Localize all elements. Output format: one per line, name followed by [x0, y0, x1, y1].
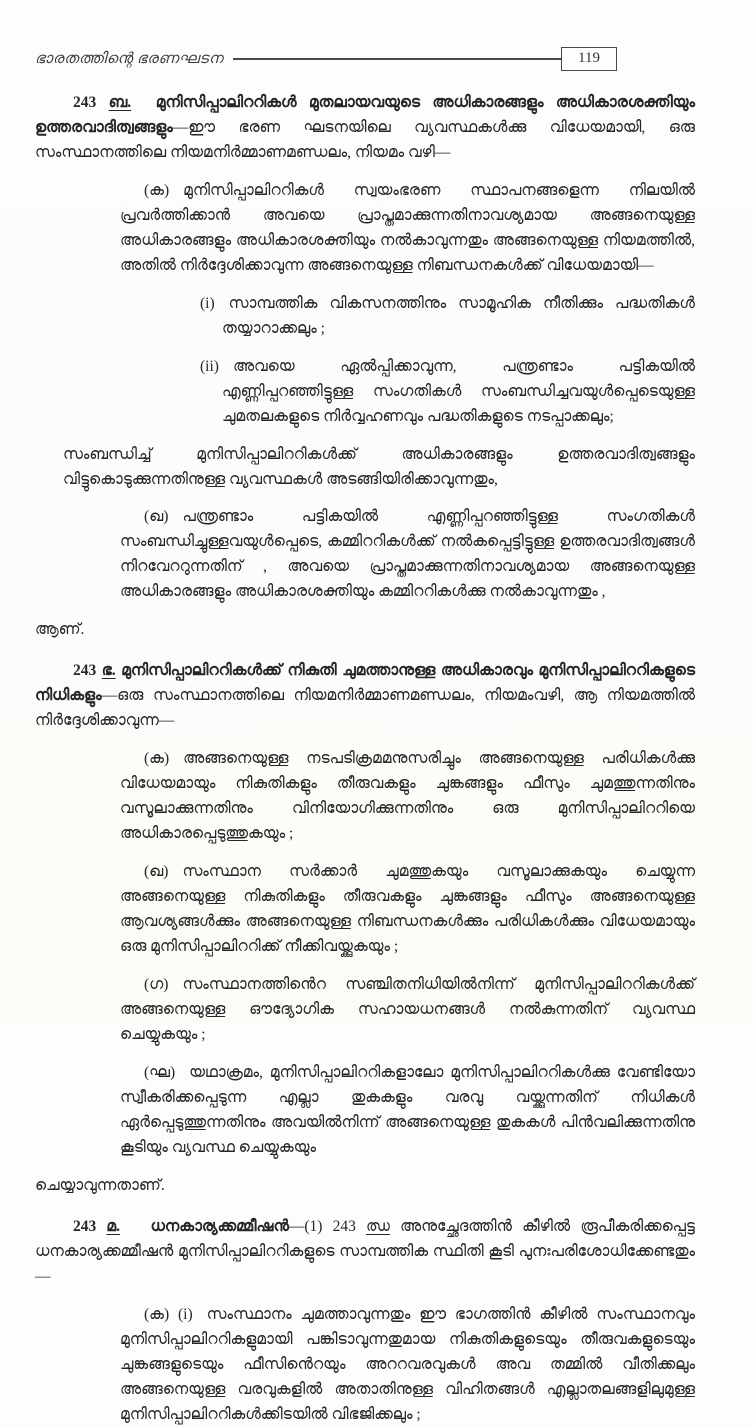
clause-kha — [120, 504, 695, 604]
clause-text: സംസ്ഥാനം ചുമത്താവുന്നതും ഈ ഭാഗത്തിൻ കീഴിൽ സംസ്ഥാനവും മുനിസിപ്പാലിററികളുമായി പങ്കിടാവുന്നതുമായ നികുതികളുടെയും തീരുവകളുടെയും ചുങ്കങ്ങളുടെയും ഫീസിൻെറയും അററവരവുകൾ അവ തമ്മിൽ വീതിക്കലും അങ്ങനെയുള്ള വരവുകളിൽ അതാതിനുള്ള വിഹിതങ്ങൾ എല്ലാതലങ്ങളിലുമുള്ള മുനിസിപ്പാലിററികൾക്കിടയിൽ വിഭജിക്കലും ; — [120, 1306, 695, 1423]
article-title: ധനകാര്യക്കമ്മീഷൻ — [150, 1218, 289, 1235]
clause-ka-i — [120, 1302, 695, 1427]
clause-text: പന്ത്രണ്ടാം പട്ടികയിൽ എണ്ണിപ്പറഞ്ഞിട്ടുള്ള സംഗതികൾ സംബന്ധിച്ചുള്ളവയുൾപ്പെടെ, കമ്മിററികൾക്ക് നൽകപ്പെട്ടിട്ടുള്ള ഉത്തരവാദിത്വങ്ങൾ നിറവേററുന്നതിന് , അവയെ പ്രാപ്തമാക്കുന്നതിനാവശ്യമായ അങ്ങനെയുള്ള അധികാരങ്ങളും അധികാരശക്തിയും കമ്മിററികൾക്കു നൽകാവുന്നതും , — [120, 508, 695, 600]
article-number: 243 — [73, 94, 97, 111]
article-letter: ഭ. — [101, 662, 116, 679]
clause-kha — [120, 859, 695, 959]
referenced-article-letter: ഝ — [366, 1218, 390, 1235]
clause-text: സംസ്ഥാനത്തിൻെറ സഞ്ചിതനിധിയിൽനിന്ന് മുനിസിപ്പാലിററികൾക്ക് അങ്ങനെയുള്ള ഔദ്യോഗിക സഹായധനങ്ങൾ നൽകുന്നതിന് വ്യവസ്ഥ ചെയ്യുകയും ; — [120, 976, 695, 1043]
article-intro: —ഈ ഭരണ ഘടനയിലെ വ്യവസ്ഥകൾക്കു വിധേയമായി, ഒരു സംസ്ഥാനത്തിലെ നിയമനിർമ്മാണമണ്ഡലം, നിയമം വഴി— — [35, 119, 695, 161]
item-ii — [200, 354, 695, 429]
clause-marker: (ഖ) — [144, 508, 169, 525]
clause-text: സംസ്ഥാന സർക്കാർ ചുമത്തുകയും വസൂലാക്കുകയും ചെയ്യുന്ന അങ്ങനെയുള്ള നികുതികളും തീരുവകളും ചുങ്കങ്ങളും ഫീസും അങ്ങനെയുള്ള ആവശ്യങ്ങൾക്കും അങ്ങനെയുള്ള നിബന്ധനകൾക്കും പരിധികൾക്കും വിധേയമായും ഒരു മുനിസിപ്പാലിററിക്ക് നീക്കിവയ്ക്കുകയും ; — [120, 863, 695, 955]
page-number: 119 — [561, 47, 617, 71]
clause-marker: (ക) — [144, 750, 170, 767]
article-title: മുനിസിപ്പാലിററികൾ മുതലായവയുടെ അധികാരങ്ങളും അധികാരശക്തിയും ഉത്തരവാദിത്വങ്ങളും — [35, 94, 696, 136]
clause-continuation: സംബന്ധിച്ച് മുനിസിപ്പാലിററികൾക്ക് അധികാരങ്ങളും ഉത്തരവാദിത്വങ്ങളും വിട്ടുകൊടുക്കുന്നതിനുള്ള വ്യവസ്ഥകൾ അടങ്ങിയിരിക്കാവുന്നതും, — [63, 446, 695, 488]
article-number: 243 — [73, 1218, 97, 1235]
clause-gha — [120, 1060, 695, 1160]
article-intro-pre: —(1) 243 — [288, 1218, 367, 1235]
page-header — [35, 44, 695, 74]
article-243bh-heading — [35, 658, 695, 733]
clause-marker: (ക) (i) — [144, 1306, 193, 1323]
article-243b-heading — [35, 90, 695, 165]
item-marker: (i) — [200, 295, 215, 312]
article-intro-post: അനുച്ഛേദത്തിൻ കീഴിൽ രൂപീകരിക്കപ്പെട്ട ധനകാര്യക്കമ്മീഷൻ മുനിസിപ്പാലിററികളുടെ സാമ്പത്തിക സ്ഥിതി കൂടി പുനഃപരിശോധിക്കേണ്ടതും— — [35, 1218, 696, 1285]
clause-marker: (ക) — [144, 182, 170, 199]
article-title: മുനിസിപ്പാലിററികൾക്ക് നികുതി ചുമത്താനുള്ള അധികാരവും മുനിസിപ്പാലിററികളുടെ നിധികളും — [35, 662, 695, 704]
clause-marker: (ഘ) — [144, 1064, 176, 1081]
clause-ga — [120, 972, 695, 1047]
article-letter: മ. — [106, 1218, 121, 1235]
header-rule — [233, 58, 561, 60]
clause-ka — [120, 746, 695, 846]
section-tail: ആണ്. — [35, 621, 85, 638]
item-text: അവയെ ഏൽപ്പിക്കാവുന്ന, പന്ത്രണ്ടാം പട്ടികയിൽ എണ്ണിപ്പറഞ്ഞിട്ടുള്ള സംഗതികൾ സംബന്ധിച്ചവയുൾപ്പെടെയുള്ള ചുമതലകളുടെ നിർവ്വഹണവും പദ്ധതികളുടെ നടപ്പാക്കലും; — [222, 358, 695, 425]
clause-text: യഥാക്രമം, മുനിസിപ്പാലിററികളാലോ മുനിസിപ്പാലിററികൾക്കു വേണ്ടിയോ സ്വീകരിക്കപ്പെടുന്ന എല്ലാ തുകകളും വരവു വയ്ക്കുന്നതിന് നിധികൾ ഏർപ്പെടുത്തുന്നതിനും അവയിൽനിന്ന് അങ്ങനെയുള്ള തുകകൾ പിൻവലിക്കുന്നതിനു കൂടിയും വ്യവസ്ഥ ചെയ്യുകയും — [120, 1064, 695, 1156]
article-letter: ബ. — [108, 94, 132, 111]
article-number: 243 — [73, 662, 97, 679]
item-marker: (ii) — [200, 358, 219, 375]
page-content — [0, 90, 753, 1427]
clause-text: അങ്ങനെയുള്ള നടപടിക്രമമനുസരിച്ചും അങ്ങനെയുള്ള പരിധികൾക്കു വിധേയമായും നികുതികളും തീരുവകളും ചുങ്കങ്ങളും ഫീസും ചുമത്തുന്നതിനും വസൂലാക്കുന്നതിനും വിനിയോഗിക്കുന്നതിനും ഒരു മുനിസിപ്പാലിററിയെ അധികാരപ്പെടുത്തുകയും ; — [120, 750, 695, 842]
clause-marker: (ഗ) — [144, 976, 169, 993]
clause-marker: (ഖ) — [144, 863, 169, 880]
clause-text: മുനിസിപ്പാലിററികൾ സ്വയംഭരണ സ്ഥാപനങ്ങളെന്ന നിലയിൽ പ്രവർത്തിക്കാൻ അവയെ പ്രാപ്തമാക്കുന്നതിനാവശ്യമായ അങ്ങനെയുള്ള അധികാരങ്ങളും അധികാരശക്തിയും നൽകാവുന്നതും അങ്ങനെയുള്ള നിയമത്തിൽ, അതിൽ നിർദ്ദേശിക്കാവുന്ന അങ്ങനെയുള്ള നിബന്ധനകൾക്ക് വിധേയമായി— — [120, 182, 695, 274]
item-text: സാമ്പത്തിക വികസനത്തിനും സാമൂഹിക നീതിക്കും പദ്ധതികൾ തയ്യാറാക്കലും ; — [222, 295, 695, 337]
article-intro: —ഒരു സംസ്ഥാനത്തിലെ നിയമനിർമ്മാണമണ്ഡലം, നിയമംവഴി, ആ നിയമത്തിൽ നിർദ്ദേശിക്കാവുന്ന— — [35, 687, 695, 729]
article-243m-heading — [35, 1214, 695, 1289]
item-i — [200, 291, 695, 341]
running-title: ഭാരതത്തിന്റെ ഭരണഘടന — [35, 51, 224, 67]
clause-ka — [120, 178, 695, 278]
section-tail: ചെയ്യാവുന്നതാണ്. — [35, 1177, 165, 1194]
